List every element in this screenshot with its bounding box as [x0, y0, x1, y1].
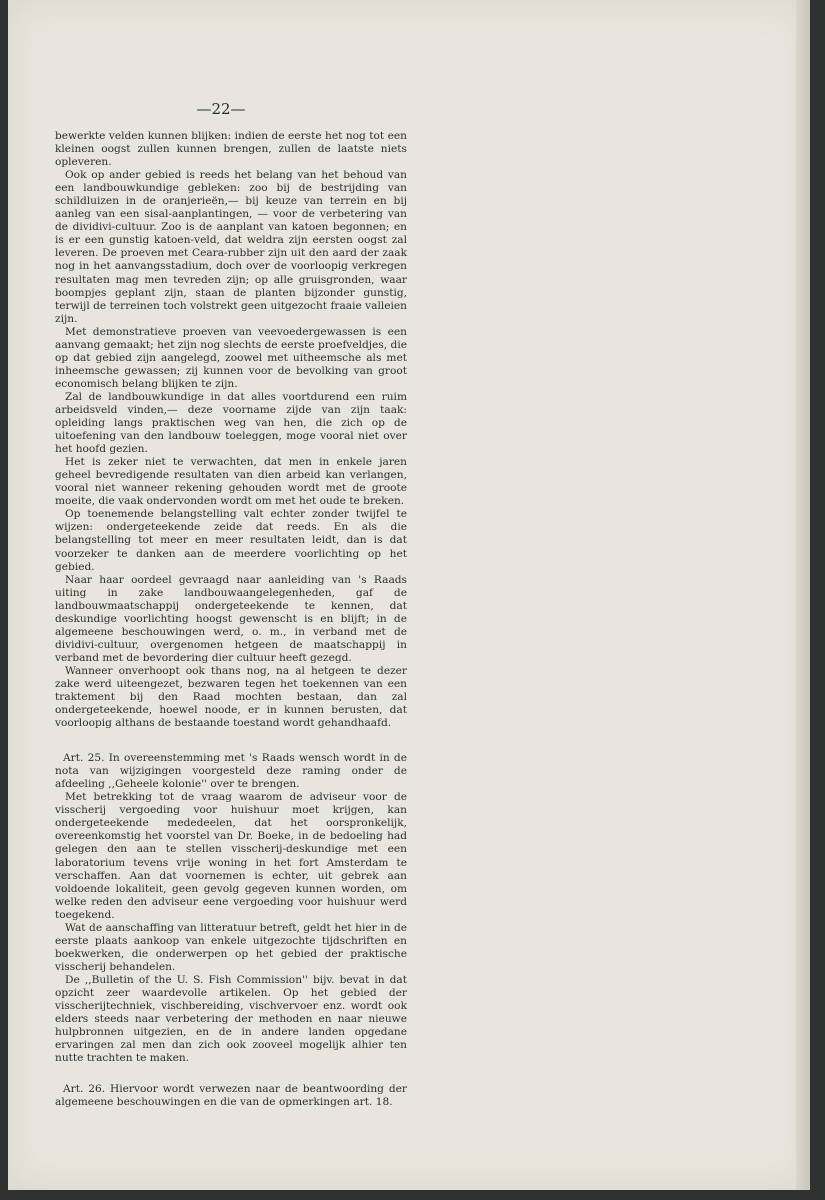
- paragraph: De ,,Bulletin of the U. S. Fish Commission'' bijv. bevat in dat opzicht zeer waardevolle artikelen. Op het gebied der visscherijtechniek, vischbereiding, vischvervoer enz. wordt ook elders steeds naar verbetering der methoden en naar nieuwe hulpbronnen uitgezien, en de in andere landen opgedane ervaringen zal men dan zich ook zooveel mogelijk alhier ten nutte trachten te maken.: [55, 973, 407, 1065]
- paragraph: Zal de landbouwkundige in dat alles voortdurend een ruim arbeidsveld vinden,— deze voorname zijde van zijn taak: opleiding langs praktischen weg van hen, die zich op de uitoefening van den landbouw toeleggen, moge vooral niet over het hoofd gezien.: [55, 390, 407, 456]
- page-number: [8, 100, 810, 118]
- paragraph: Met betrekking tot de vraag waarom de adviseur voor de visscherij vergoeding voor huishuur moet krijgen, kan ondergeteekende mededeelen, dat het oorspronkelijk, overeenkomstig het voorstel van Dr. Boeke, in de bedoeling had gelegen den aan te stellen visscherij-deskundige met een laboratorium tevens vrije woning in het fort Amsterdam te verschaffen. Aan dat voornemen is echter, uit gebrek aan voldoende lokaliteit, geen gevolg gegeven kunnen worden, om welke reden den adviseur eene vergoeding voor huishuur werd toegekend.: [55, 791, 407, 921]
- body-text: [55, 130, 407, 1109]
- paragraph: Ook op ander gebied is reeds het belang van het behoud van een landbouwkundige gebleken: zoo bij de bestrijding van schildluizen in de oranjerieën,— bij keuze van terrein en bij aanleg van een sisal-aanplantingen, — voor de verbetering van de dividivi-cultuur. Zoo is de aanplant van katoen begonnen; en is er een gunstig katoen-veld, dat weldra zijn eersten oogst zal leveren. De proeven met Ceara-rubber zijn uit den aard der zaak nog in het aanvangsstadium, doch over de voorloopig verkregen resultaten mag men tevreden zijn; op alle gruisgronden, waar boompjes geplant zijn, staan de planten bijzonder gunstig, terwijl de terreinen toch volstrekt geen uitgezocht fraaie valleien zijn.: [55, 169, 407, 325]
- paragraph: Het is zeker niet te verwachten, dat men in enkele jaren geheel bevredigende resultaten van dien arbeid kan verlangen, vooral niet wanneer rekening gehouden wordt met de groote moeite, die vaak ondervonden wordt om met het oude te breken.: [55, 456, 407, 508]
- paragraph: Naar haar oordeel gevraagd naar aanleiding van 's Raads uiting in zake landbouwaangelegenheden, gaf de landbouwmaatschappij ondergeteekende te kennen, dat deskundige voorlichting hoogst gewenscht is en blijft; in de algemeene beschouwingen werd, o. m., in verband met de dividivi-cultuur, overgenomen hetgeen de maatschappij in verband met de bevordering dier cultuur heeft gezegd.: [55, 573, 407, 664]
- paragraph: Wat de aanschaffing van litteratuur betreft, geldt het hier in de eerste plaats aankoop van enkele uitgezochte tijdschriften en boekwerken, die onderwerpen op het gebied der praktische visscherij behandelen.: [55, 921, 407, 973]
- article-25-heading-paragraph: Art. 25. In overeenstemming met 's Raads wensch wordt in de nota van wijzigingen voorgesteld deze raming onder de afdeeling ,,Geheele kolonie'' over te brengen.: [55, 752, 407, 791]
- article-26-paragraph: Art. 26. Hiervoor wordt verwezen naar de beantwoording der algemeene beschouwingen en die van de opmerkingen art. 18.: [55, 1083, 407, 1109]
- page-number-text: —22—: [196, 100, 246, 118]
- page-edge: [796, 0, 810, 1190]
- document-page: [8, 0, 810, 1190]
- paragraph: Wanneer onverhoopt ook thans nog, na al hetgeen te dezer zake werd uiteengezet, bezwaren tegen het toekennen van een traktement bij den Raad mochten bestaan, dan zal ondergeteekende, hoewel noode, er in kunnen berusten, dat voorloopig althans de bestaande toestand wordt gehandhaafd.: [55, 664, 407, 730]
- paragraph: bewerkte velden kunnen blijken: indien de eerste het nog tot een kleinen oogst zullen kunnen brengen, zullen de laatste niets opleveren.: [55, 130, 407, 169]
- paragraph: Op toenemende belangstelling valt echter zonder twijfel te wijzen: ondergeteekende zeide dat reeds. En als die belangstelling tot meer en meer resultaten leidt, dan is dat voorzeker te danken aan de meerdere voorlichting op het gebied.: [55, 508, 407, 573]
- paragraph: Met demonstratieve proeven van veevoedergewassen is een aanvang gemaakt; het zijn nog slechts de eerste proefveldjes, die op dat gebied zijn aangelegd, zoowel met uitheemsche als met inheemsche gewassen; zij kunnen voor de bevolking van groot economisch belang blijken te zijn.: [55, 325, 407, 390]
